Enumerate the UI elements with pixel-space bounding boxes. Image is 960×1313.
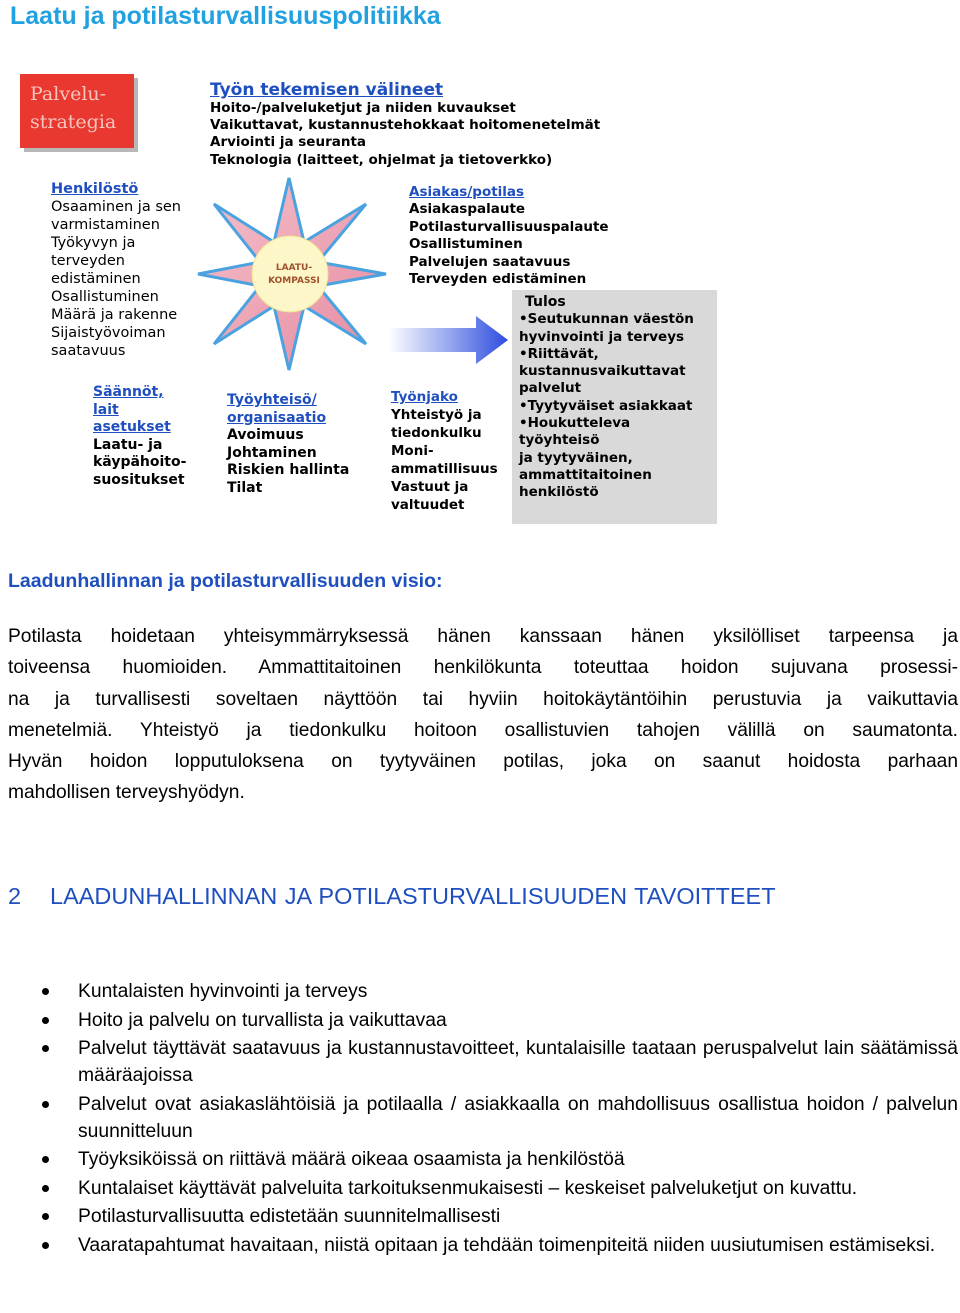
customer-heading: Asiakas/potilas [409, 184, 525, 200]
work-tools-heading: Työn tekemisen välineet [210, 80, 444, 100]
work-division-line: Vastuut ja [391, 479, 469, 495]
list-item: Hoito ja palvelu on turvallista ja vaikuttavaa [0, 1007, 960, 1034]
section-number: 2 [8, 883, 22, 909]
staff-line: Määrä ja rakenne [51, 307, 178, 323]
customer-line: Potilasturvallisuuspalaute [409, 218, 609, 235]
work-tools-line: Hoito-/palveluketjut ja niiden kuvaukset [210, 100, 516, 116]
organisation-line: Tilat [227, 479, 263, 496]
work-division-heading: Työnjako [391, 389, 458, 405]
staff-line: Osallistuminen [51, 289, 159, 305]
result-block [519, 294, 694, 502]
bullet-icon [42, 1045, 49, 1052]
list-item: Kuntalaiset käyttävät palveluita tarkoituksenmukaisesti – keskeiset palveluketjut on kuvattu. [0, 1175, 960, 1202]
vision-paragraph [8, 621, 958, 809]
organisation-heading: organisaatio [227, 409, 327, 426]
list-item: Työyksiköissä on riittävä määrä oikeaa osaamista ja henkilöstöä [0, 1146, 960, 1173]
rules-line: Laatu- ja [93, 436, 163, 453]
work-tools-line: Arviointi ja seuranta [210, 134, 367, 151]
result-line: •Seutukunnan väestön [519, 311, 694, 328]
rules-line: suositukset [93, 471, 185, 488]
bullet-icon [42, 1156, 49, 1163]
rules-heading: Säännöt, [93, 384, 164, 400]
arrow-right-icon [388, 316, 510, 364]
vision-line: na ja turvallisesti soveltaen näyttöön tai hyviin hoitokäytäntöihin perustuvia ja vaikuttavia [8, 688, 958, 710]
staff-line: Sijaistyövoiman [51, 325, 166, 341]
list-item: Potilasturvallisuutta edistetään suunnitelmallisesti [0, 1203, 960, 1230]
work-division-line: Yhteistyö ja [391, 407, 482, 423]
organisation-line: Riskien hallinta [227, 462, 350, 478]
result-line: hyvinvointi ja terveys [519, 328, 685, 345]
customer-line: Palvelujen saatavuus [409, 253, 571, 270]
staff-line: Osaaminen ja sen [51, 199, 181, 215]
rules-heading: lait [93, 401, 119, 418]
result-line: kustannusvaikuttavat [519, 363, 686, 380]
page-title: Laatu ja potilasturvallisuuspolitiikka [10, 2, 441, 30]
service-strategy-label: Palvelu- strategia [30, 83, 117, 133]
staff-heading: Henkilöstö [51, 181, 139, 197]
result-line: työyhteisö [519, 432, 600, 449]
work-tools-block [210, 80, 600, 169]
bullet-icon [42, 1185, 49, 1192]
vision-line: mahdollisen terveyshyödyn. [8, 782, 245, 804]
staff-line: Työkyvyn ja [51, 235, 136, 251]
work-division-line: ammatillisuus [391, 461, 498, 477]
organisation-line: Avoimuus [227, 427, 304, 443]
work-division-line: valtuudet [391, 497, 465, 513]
result-line: ammattitaitoinen [519, 466, 652, 483]
vision-heading: Laadunhallinnan ja potilasturvallisuuden visio: [8, 570, 443, 592]
staff-line: edistäminen [51, 271, 141, 287]
vision-line: Hyvän hoidon lopputuloksena on tyytyväinen potilas, joka on saanut hoidosta parhaan [8, 751, 958, 773]
staff-block [51, 180, 181, 360]
result-line: palvelut [519, 380, 582, 397]
list-item: Palvelut täyttävät saatavuus ja kustannustavoitteet, kuntalaisille taataan peruspalvelut lain säätämissä määräajoissa [0, 1035, 960, 1089]
work-tools-line: Vaikuttavat, kustannustehokkaat hoitomenetelmät [210, 117, 601, 134]
result-line: ja tyytyväinen, [519, 449, 633, 466]
bullet-icon [42, 988, 49, 995]
section-title: LAADUNHALLINNAN JA POTILASTURVALLISUUDEN TAVOITTEET [50, 883, 776, 909]
work-tools-line: Teknologia (laitteet, ohjelmat ja tietoverkko) [210, 151, 553, 168]
compass-center-label: LAATU- KOMPASSI [268, 263, 320, 286]
customer-line: Terveyden edistäminen [409, 271, 587, 288]
staff-line: varmistaminen [51, 217, 160, 233]
result-line: •Tyytyväiset asiakkaat [519, 397, 693, 414]
result-line: •Houkutteleva [519, 415, 631, 432]
vision-line: toiveensa huomioiden. Ammattitaitoinen henkilökunta toteuttaa hoidon sujuvana prosessi- [8, 657, 958, 679]
service-strategy-box [20, 74, 134, 148]
bullet-icon [42, 1242, 49, 1249]
customer-line: Asiakaspalaute [409, 201, 526, 218]
organisation-block [227, 392, 349, 497]
staff-line: terveyden [51, 253, 125, 269]
organisation-line: Johtaminen [227, 444, 317, 461]
vision-line: menetelmiä. Yhteistyö ja tiedonkulku hoitoon osallistuvien tahojen välillä on saumatonta. [8, 719, 958, 741]
bullet-icon [42, 1017, 49, 1024]
list-item: Vaaratapahtumat havaitaan, niistä opitaan ja tehdään toimenpiteitä niiden uusiutumisen estämiseksi. [0, 1232, 960, 1259]
vision-line: Potilasta hoidetaan yhteisymmärryksessä hänen kanssaan hänen yksilölliset tarpeensa ja [8, 626, 958, 647]
rules-line: käypähoito- [93, 454, 187, 470]
staff-line: saatavuus [51, 343, 126, 359]
result-line: •Riittävät, [519, 345, 599, 362]
goals-list [0, 978, 960, 1260]
organisation-heading: Työyhteisö/ [227, 392, 317, 408]
section-heading [8, 883, 776, 910]
rules-block [93, 384, 186, 489]
list-item: Kuntalaisten hyvinvointi ja terveys [0, 978, 960, 1005]
bullet-icon [42, 1213, 49, 1220]
result-heading: Tulos [525, 294, 566, 310]
work-division-line: tiedonkulku [391, 425, 482, 441]
result-line: henkilöstö [519, 484, 599, 501]
list-item: Palvelut ovat asiakaslähtöisiä ja potilaalla / asiakkaalla on mahdollisuus osallistua hoidon / palvelun suunnitteluun [0, 1091, 960, 1145]
customer-line: Osallistuminen [409, 236, 523, 253]
work-division-block [391, 388, 498, 514]
bullet-icon [42, 1101, 49, 1108]
customer-block [409, 184, 609, 288]
rules-heading: asetukset [93, 419, 171, 435]
work-division-line: Moni- [391, 443, 434, 459]
